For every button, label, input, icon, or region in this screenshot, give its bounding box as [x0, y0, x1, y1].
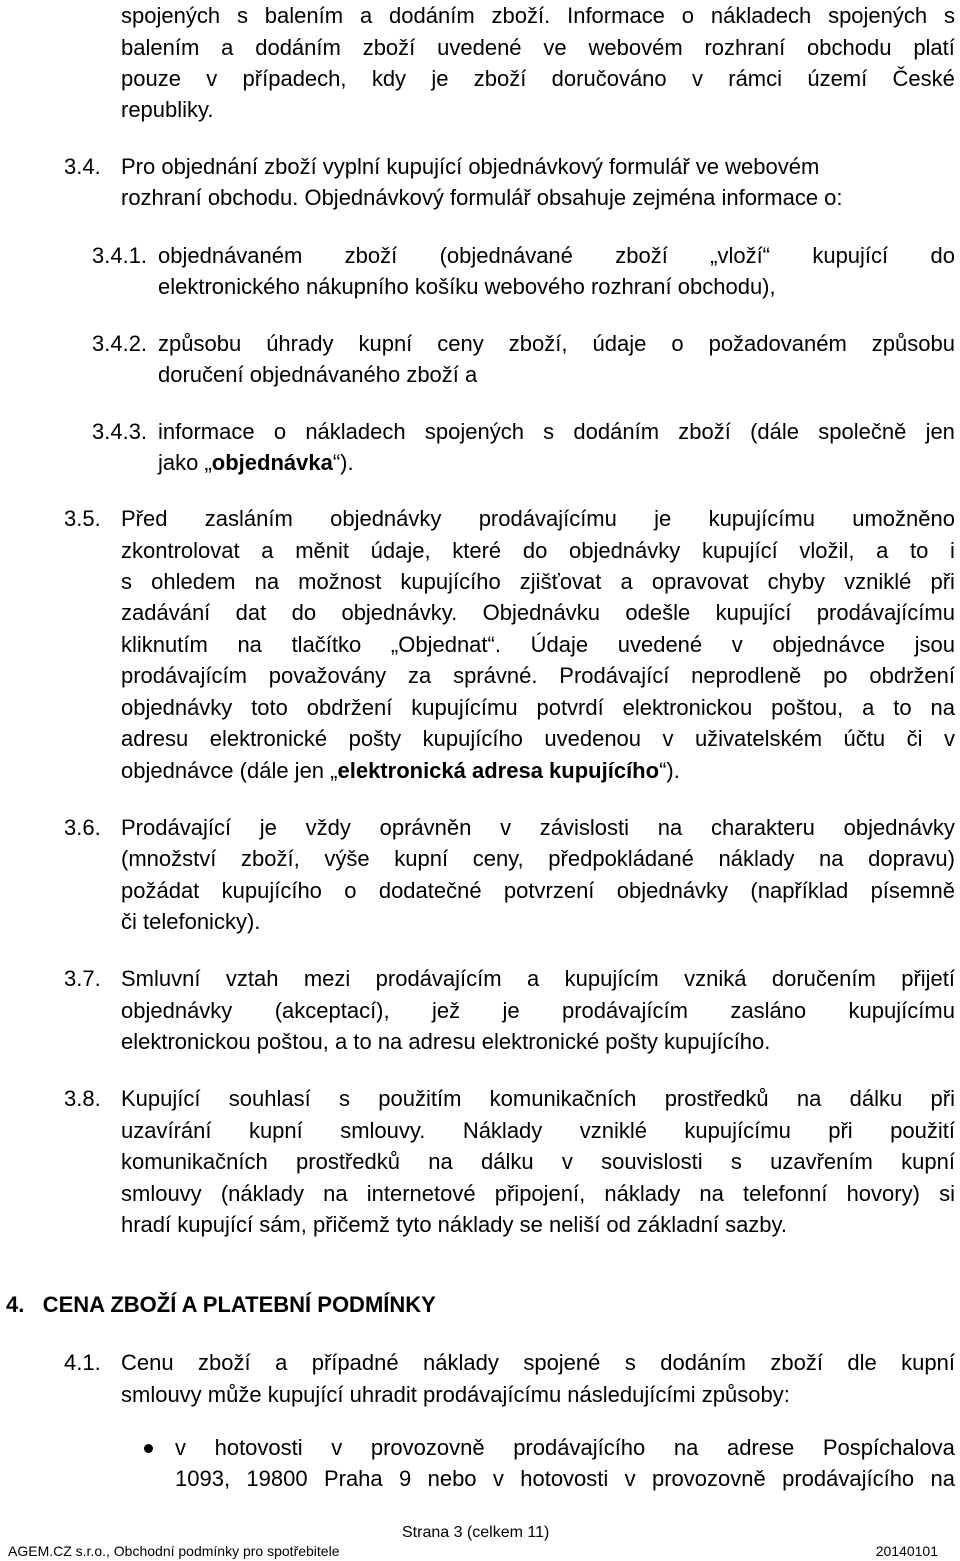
paragraph-line: kliknutím na tlačítko „Objednat“. Údaje uvedené v objednávce jsou	[121, 632, 955, 657]
paragraph-line: požádat kupujícího o dodatečné potvrzení objednávky (například písemně	[121, 878, 955, 903]
paragraph-line: Cenu zboží a případné náklady spojené s dodáním zboží dle kupní	[121, 1350, 955, 1375]
text-run: jako „	[158, 450, 212, 475]
list-item-line: 1093, 19800 Praha 9 nebo v hotovosti v provozovně prodávajícího na	[175, 1466, 955, 1491]
defined-term: objednávka	[211, 450, 333, 475]
page-number: Strana 3 (celkem 11)	[402, 1524, 550, 1541]
paragraph-line: hradí kupující sám, přičemž tyto náklady se neliší od základní sazby.	[121, 1212, 788, 1237]
footer-document-title: AGEM.CZ s.r.o., Obchodní podmínky pro spotřebitele	[8, 1543, 340, 1559]
subsection-number: 3.4.1.	[92, 243, 148, 268]
paragraph-line: zadávání dat do objednávky. Objednávku odešle kupující prodávajícímu	[121, 600, 955, 625]
text-run: “).	[332, 450, 354, 475]
paragraph-line: uzavírání kupní smlouvy. Náklady vzniklé kupujícímu při použití	[121, 1118, 955, 1143]
text-run: objednávce (dále jen „	[121, 758, 338, 783]
paragraph-line: rozhraní obchodu. Objednávkový formulář obsahuje zejména informace o:	[121, 185, 843, 210]
paragraph-line: (množství zboží, výše kupní ceny, předpokládané náklady na dopravu)	[121, 846, 955, 871]
paragraph-line	[158, 450, 354, 476]
paragraph-line: objednávky toto obdržení kupujícímu potvrdí elektronickou poštou, a to na	[121, 695, 955, 720]
section-number: 4.1.	[64, 1350, 101, 1375]
section-number: 3.5.	[64, 506, 101, 531]
footer-version: 20140101	[875, 1543, 938, 1559]
paragraph-line: Před zasláním objednávky prodávajícímu je kupujícímu umožněno	[121, 506, 955, 531]
paragraph-line: způsobu úhrady kupní ceny zboží, údaje o požadovaném způsobu	[158, 331, 955, 356]
paragraph-line: balením a dodáním zboží uvedené ve webovém rozhraní obchodu platí	[121, 35, 955, 60]
list-item-line: v hotovosti v provozovně prodávajícího na adrese Pospíchalova	[175, 1435, 955, 1460]
paragraph-line: Prodávající je vždy oprávněn v závislosti na charakteru objednávky	[121, 815, 955, 840]
paragraph-line: prodávajícím považovány za správné. Prodávající neprodleně po obdržení	[121, 663, 955, 688]
section-number: 3.8.	[64, 1086, 101, 1111]
section-number: 3.7.	[64, 966, 101, 991]
section-number: 3.4.	[64, 154, 101, 179]
paragraph-line: objednávaném zboží (objednávané zboží „vloží“ kupující do	[158, 243, 955, 268]
paragraph-line: objednávky (akceptací), jež je prodávajícím zasláno kupujícímu	[121, 998, 955, 1023]
paragraph-line: elektronickou poštou, a to na adresu elektronické pošty kupujícího.	[121, 1029, 771, 1054]
paragraph-line: Kupující souhlasí s použitím komunikačních prostředků na dálku při	[121, 1086, 955, 1111]
paragraph-line: s ohledem na možnost kupujícího zjišťovat a opravovat chyby vzniklé při	[121, 569, 955, 594]
defined-term: elektronická adresa kupujícího	[337, 758, 660, 783]
paragraph-line: či telefonicky).	[121, 909, 261, 934]
paragraph-line: adresu elektronické pošty kupujícího uvedenou v uživatelském účtu či v	[121, 726, 955, 751]
section-number: 3.6.	[64, 815, 101, 840]
bullet-icon	[144, 1444, 153, 1453]
section-heading: 4. CENA ZBOŽÍ A PLATEBNÍ PODMÍNKY	[6, 1292, 436, 1317]
paragraph-line: spojených s balením a dodáním zboží. Informace o nákladech spojených s	[121, 3, 955, 28]
paragraph-line: pouze v případech, kdy je zboží doručováno v rámci území České	[121, 66, 955, 91]
text-run: “).	[659, 758, 680, 783]
paragraph-line: Pro objednání zboží vyplní kupující objednávkový formulář ve webovém	[121, 154, 820, 179]
paragraph-line: komunikačních prostředků na dálku v souvislosti s uzavřením kupní	[121, 1149, 955, 1174]
paragraph-line: republiky.	[121, 97, 214, 122]
paragraph-line: doručení objednávaného zboží a	[158, 362, 478, 387]
paragraph-line: smlouvy může kupující uhradit prodávajícímu následujícími způsoby:	[121, 1382, 790, 1407]
paragraph-line: Smluvní vztah mezi prodávajícím a kupujícím vzniká doručením přijetí	[121, 966, 955, 991]
subsection-number: 3.4.3.	[92, 419, 148, 444]
subsection-number: 3.4.2.	[92, 331, 148, 356]
paragraph-line	[121, 758, 680, 784]
paragraph-line: smlouvy (náklady na internetové připojení, náklady na telefonní hovory) si	[121, 1181, 955, 1206]
paragraph-line: elektronického nákupního košíku webového rozhraní obchodu),	[158, 274, 776, 299]
paragraph-line: zkontrolovat a měnit údaje, které do objednávky kupující vložil, a to i	[121, 538, 955, 563]
paragraph-line: informace o nákladech spojených s dodáním zboží (dále společně jen	[158, 419, 955, 444]
